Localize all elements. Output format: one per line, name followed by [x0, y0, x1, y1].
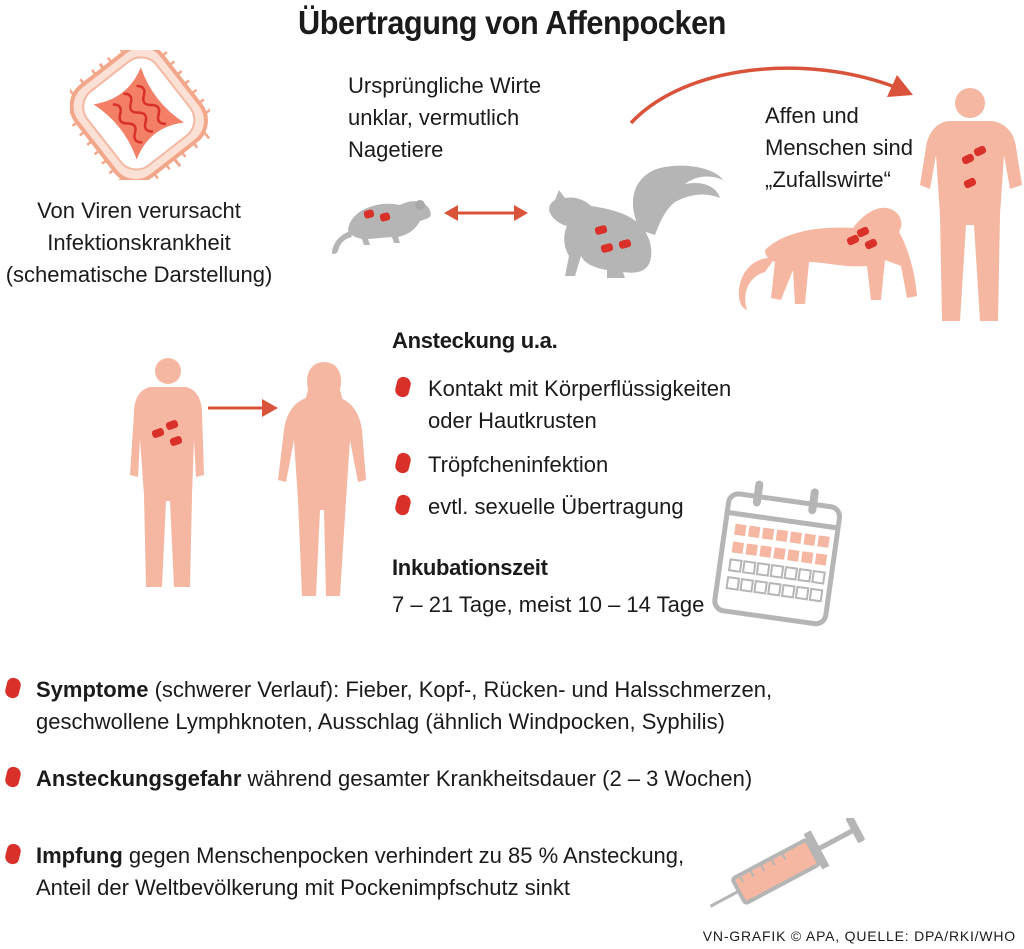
fact-text: (schwerer Verlauf): Fieber, Kopf-, Rücken- und Halsschmerzen, [148, 677, 773, 702]
bullet-icon [394, 376, 412, 399]
fact-label: Impfung [36, 843, 123, 868]
vaccination-fact [36, 840, 756, 904]
transmission-arrow-icon [208, 395, 278, 421]
fact-text: Anteil der Weltbevölkerung mit Pockenimpfschutz sinkt [36, 875, 570, 900]
bullet-icon [4, 843, 22, 866]
fact-label: Ansteckungsgefahr [36, 766, 242, 791]
human-silhouette-icon [918, 85, 1024, 330]
virus-caption-line: Infektionskrankheit [47, 230, 231, 255]
page-title: Übertragung von Affenpocken [298, 4, 726, 41]
original-hosts-text [348, 70, 588, 166]
virus-illustration [70, 50, 210, 180]
infection-item-line: Kontakt mit Körperflüssigkeiten [428, 376, 732, 401]
original-hosts-line: Ursprüngliche Wirte [348, 73, 542, 98]
incubation-heading: Inkubationszeit [392, 555, 548, 580]
infection-item [428, 373, 788, 437]
bullet-icon [4, 766, 22, 789]
monkey-icon [735, 200, 920, 315]
bullet-icon [394, 452, 412, 475]
syringe-icon [700, 818, 880, 910]
infection-item-line: evtl. sexuelle Übertragung [428, 494, 684, 519]
infection-item [428, 449, 788, 481]
squirrel-icon [545, 160, 730, 282]
rat-icon [328, 185, 438, 260]
person-silhouette-icon [278, 360, 368, 605]
fact-text: gegen Menschenpocken verhindert zu 85 % Ansteckung, [122, 843, 685, 868]
incubation-text: 7 – 21 Tage, meist 10 – 14 Tage [392, 592, 705, 617]
accidental-hosts-line: Menschen sind [765, 135, 913, 160]
infection-item-line: oder Hautkrusten [428, 408, 597, 433]
contagion-fact [36, 763, 816, 795]
symptoms-fact [36, 674, 816, 738]
calendar-icon [712, 478, 847, 628]
double-arrow-icon [444, 200, 528, 226]
source-credit: VN-GRAFIK © APA, QUELLE: DPA/RKI/WHO [702, 928, 1016, 944]
original-hosts-line: Nagetiere [348, 137, 444, 162]
bullet-icon [4, 677, 22, 700]
fact-text: geschwollene Lymphknoten, Ausschlag (ähnlich Windpocken, Syphilis) [36, 709, 725, 734]
infection-item-line: Tröpfcheninfektion [428, 452, 609, 477]
original-hosts-line: unklar, vermutlich [348, 105, 520, 130]
virus-caption [0, 195, 278, 291]
virus-caption-line: Von Viren verursacht [37, 198, 241, 223]
fact-label: Symptome [36, 677, 149, 702]
accidental-hosts-line: „Zufallswirte“ [765, 167, 891, 192]
infection-heading: Ansteckung u.a. [392, 328, 558, 353]
accidental-hosts-line: Affen und [765, 103, 859, 128]
virus-caption-line: (schematische Darstellung) [5, 262, 273, 287]
infected-person-icon [130, 355, 205, 595]
fact-text: während gesamter Krankheitsdauer (2 – 3 Wochen) [241, 766, 753, 791]
bullet-icon [394, 494, 412, 517]
